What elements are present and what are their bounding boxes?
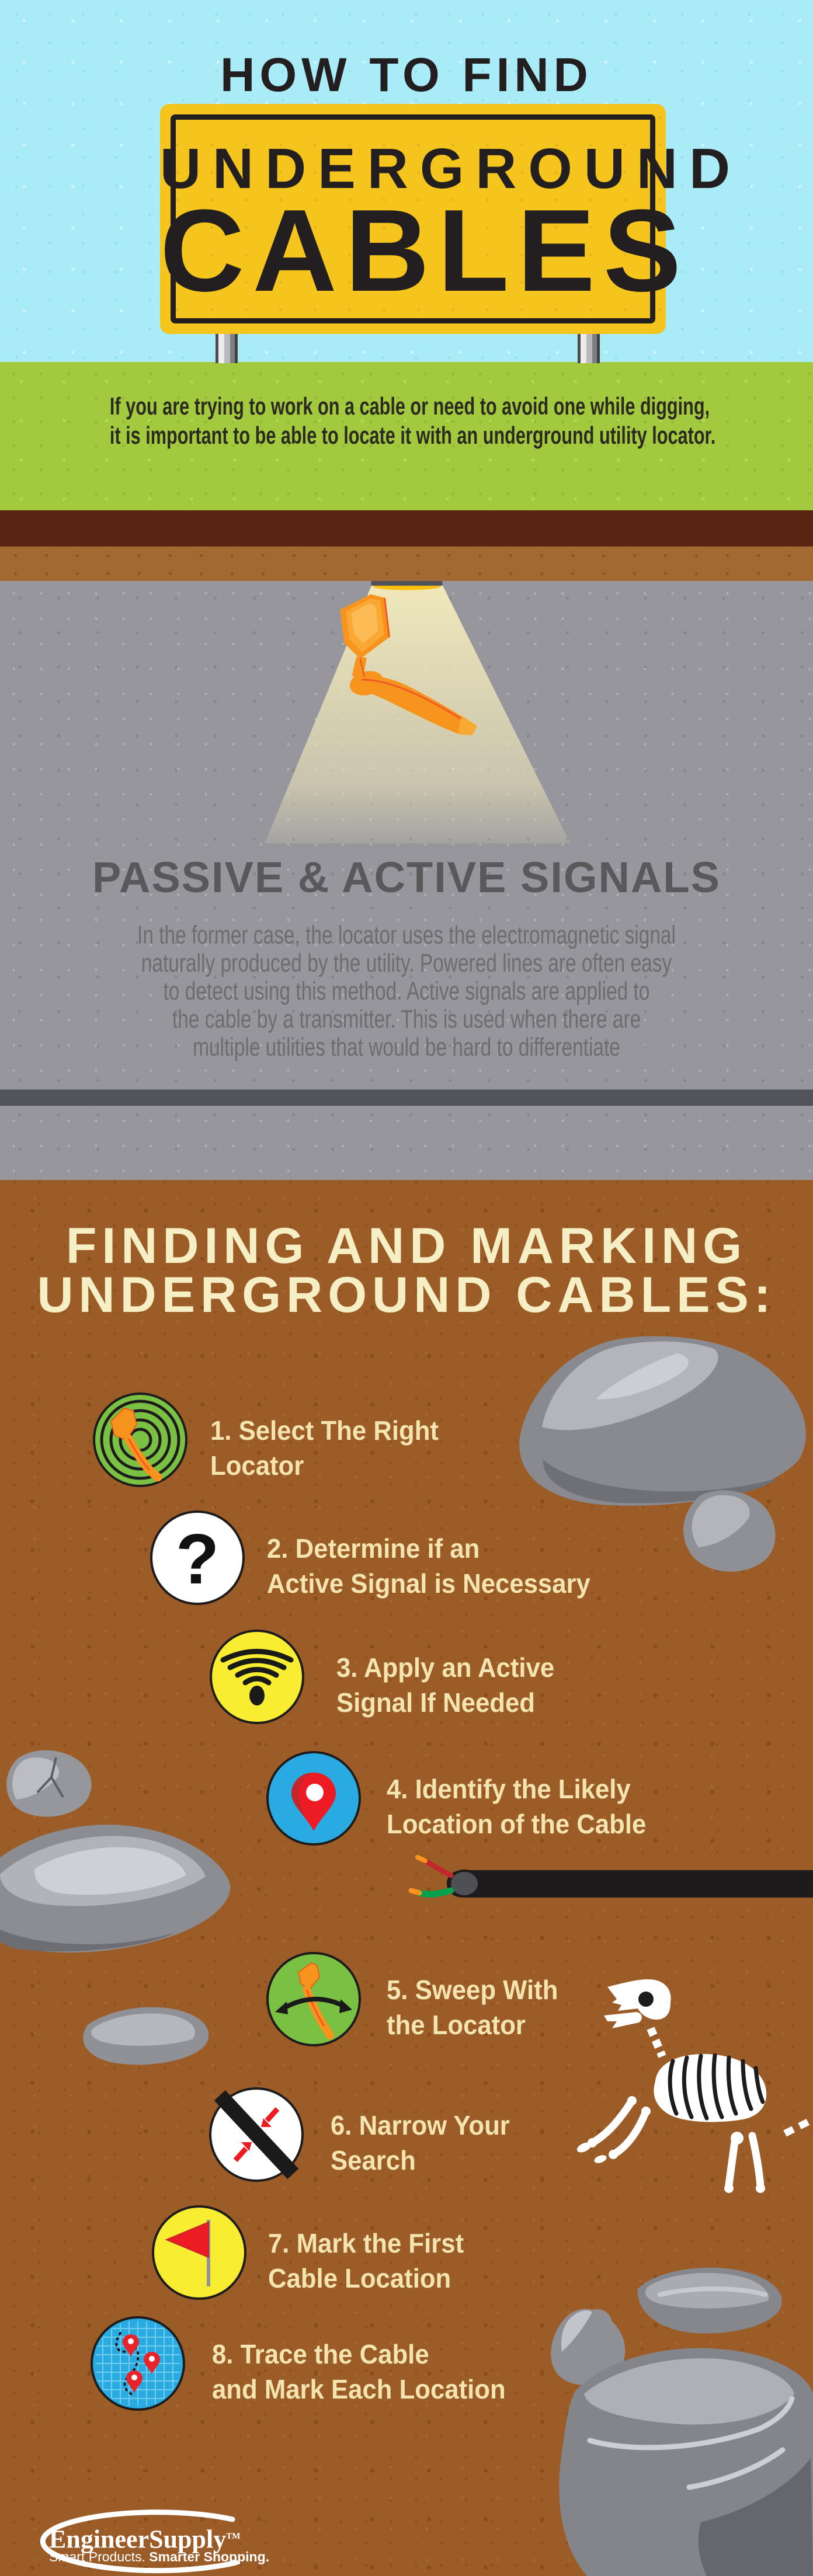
billboard-line2: CABLES xyxy=(160,186,690,316)
tagline-bold: Smarter Shopping. xyxy=(149,2549,270,2564)
step-4-line1: 4. Identify the Likely xyxy=(387,1774,631,1804)
trademark-mark: TM xyxy=(226,2532,241,2541)
intro-line-2: it is important to be able to locate it with an underground utility locator. xyxy=(109,422,716,449)
step-2-line2: Active Signal is Necessary xyxy=(267,1568,590,1599)
topsoil-tan-band xyxy=(0,546,813,581)
brand-name: EngineerSupply xyxy=(49,2525,227,2554)
signals-body-line: to detect using this method. Active signals are applied to xyxy=(163,977,650,1005)
signals-body-line: multiple utilities that would be hard to differentiate xyxy=(193,1033,620,1061)
step-4-icon-circle xyxy=(266,1751,361,1846)
step-1-line2: Locator xyxy=(210,1450,304,1481)
step-4-label xyxy=(387,1771,646,1842)
billboard-sign xyxy=(160,104,742,334)
intro-line-1: If you are trying to work on a cable or need to avoid one while digging, xyxy=(109,392,710,420)
step-3-icon-circle xyxy=(210,1630,304,1724)
step-8-line2: and Mark Each Location xyxy=(212,2374,506,2404)
rock xyxy=(559,2348,813,2576)
finding-heading-line1: FINDING AND MARKING xyxy=(65,1218,748,1274)
step-1-line1: 1. Select The Right xyxy=(210,1415,439,1446)
rock xyxy=(83,2007,209,2065)
rock xyxy=(0,1825,230,1952)
brand-logo xyxy=(49,2523,240,2553)
billboard-post-right xyxy=(578,334,600,363)
map-pin-icon xyxy=(269,1753,359,1843)
trace-map-icon xyxy=(93,2319,183,2408)
step-6-icon-circle xyxy=(209,2087,304,2182)
active-signal-icon xyxy=(212,1632,302,1722)
step-2-label xyxy=(267,1531,590,1601)
step-7-line2: Cable Location xyxy=(268,2263,451,2293)
step-5-line1: 5. Sweep With xyxy=(387,1975,558,2005)
topsoil-dark-band xyxy=(0,510,813,546)
tagline-regular: Smart Products. xyxy=(49,2549,150,2564)
step-3-label xyxy=(336,1650,554,1720)
locator-target-icon xyxy=(95,1395,185,1485)
rock xyxy=(638,2268,782,2334)
step-4-line2: Location of the Cable xyxy=(387,1809,647,1839)
rock xyxy=(683,1491,775,1572)
step-6-line2: Search xyxy=(331,2145,416,2175)
step-6-label xyxy=(331,2108,510,2178)
step-7-line1: 7. Mark the First xyxy=(268,2228,464,2258)
step-8-line1: 8. Trace the Cable xyxy=(212,2339,429,2369)
sweep-locator-icon xyxy=(269,1954,359,2044)
step-1-label xyxy=(210,1413,439,1483)
billboard-post-left xyxy=(216,334,238,363)
asphalt-stripe xyxy=(0,1089,813,1106)
step-5-label xyxy=(387,1972,558,2042)
step-8-label xyxy=(212,2337,506,2407)
rock xyxy=(6,1750,91,1817)
signals-heading: PASSIVE & ACTIVE SIGNALS xyxy=(92,853,721,901)
signals-body-line: In the former case, the locator uses the electromagnetic signal xyxy=(137,921,676,949)
question-mark-icon: ? xyxy=(175,1519,220,1599)
rock xyxy=(519,1336,806,1506)
cable-illustration xyxy=(411,1857,813,1898)
brand-tagline xyxy=(49,2549,269,2564)
narrow-search-icon xyxy=(211,2090,301,2180)
step-5-line2: the Locator xyxy=(387,2010,526,2040)
step-6-line1: 6. Narrow Your xyxy=(331,2110,510,2140)
marker-flag-icon xyxy=(154,2208,244,2297)
step-2-icon-circle xyxy=(150,1510,245,1605)
step-2-line1: 2. Determine if an xyxy=(267,1533,480,1564)
billboard-line1: UNDERGROUND xyxy=(160,137,742,200)
step-1-icon-circle xyxy=(93,1393,187,1487)
step-7-label xyxy=(268,2226,464,2296)
step-5-icon-circle xyxy=(266,1952,361,2046)
page-title-kicker: HOW TO FIND xyxy=(220,48,593,102)
lamp-icon xyxy=(371,581,443,586)
step-7-icon-circle xyxy=(152,2205,246,2300)
signals-body-line: naturally produced by the utility. Powered lines are often easy xyxy=(141,949,672,977)
dog-skeleton xyxy=(575,1979,813,2193)
step-3-line2: Signal If Needed xyxy=(336,1687,535,1718)
signals-body-line: the cable by a transmitter. This is used when there are xyxy=(172,1005,641,1033)
finding-heading-line2: UNDERGROUND CABLES: xyxy=(37,1267,776,1323)
step-8-icon-circle xyxy=(91,2316,185,2411)
step-3-line1: 3. Apply an Active xyxy=(336,1652,555,1683)
